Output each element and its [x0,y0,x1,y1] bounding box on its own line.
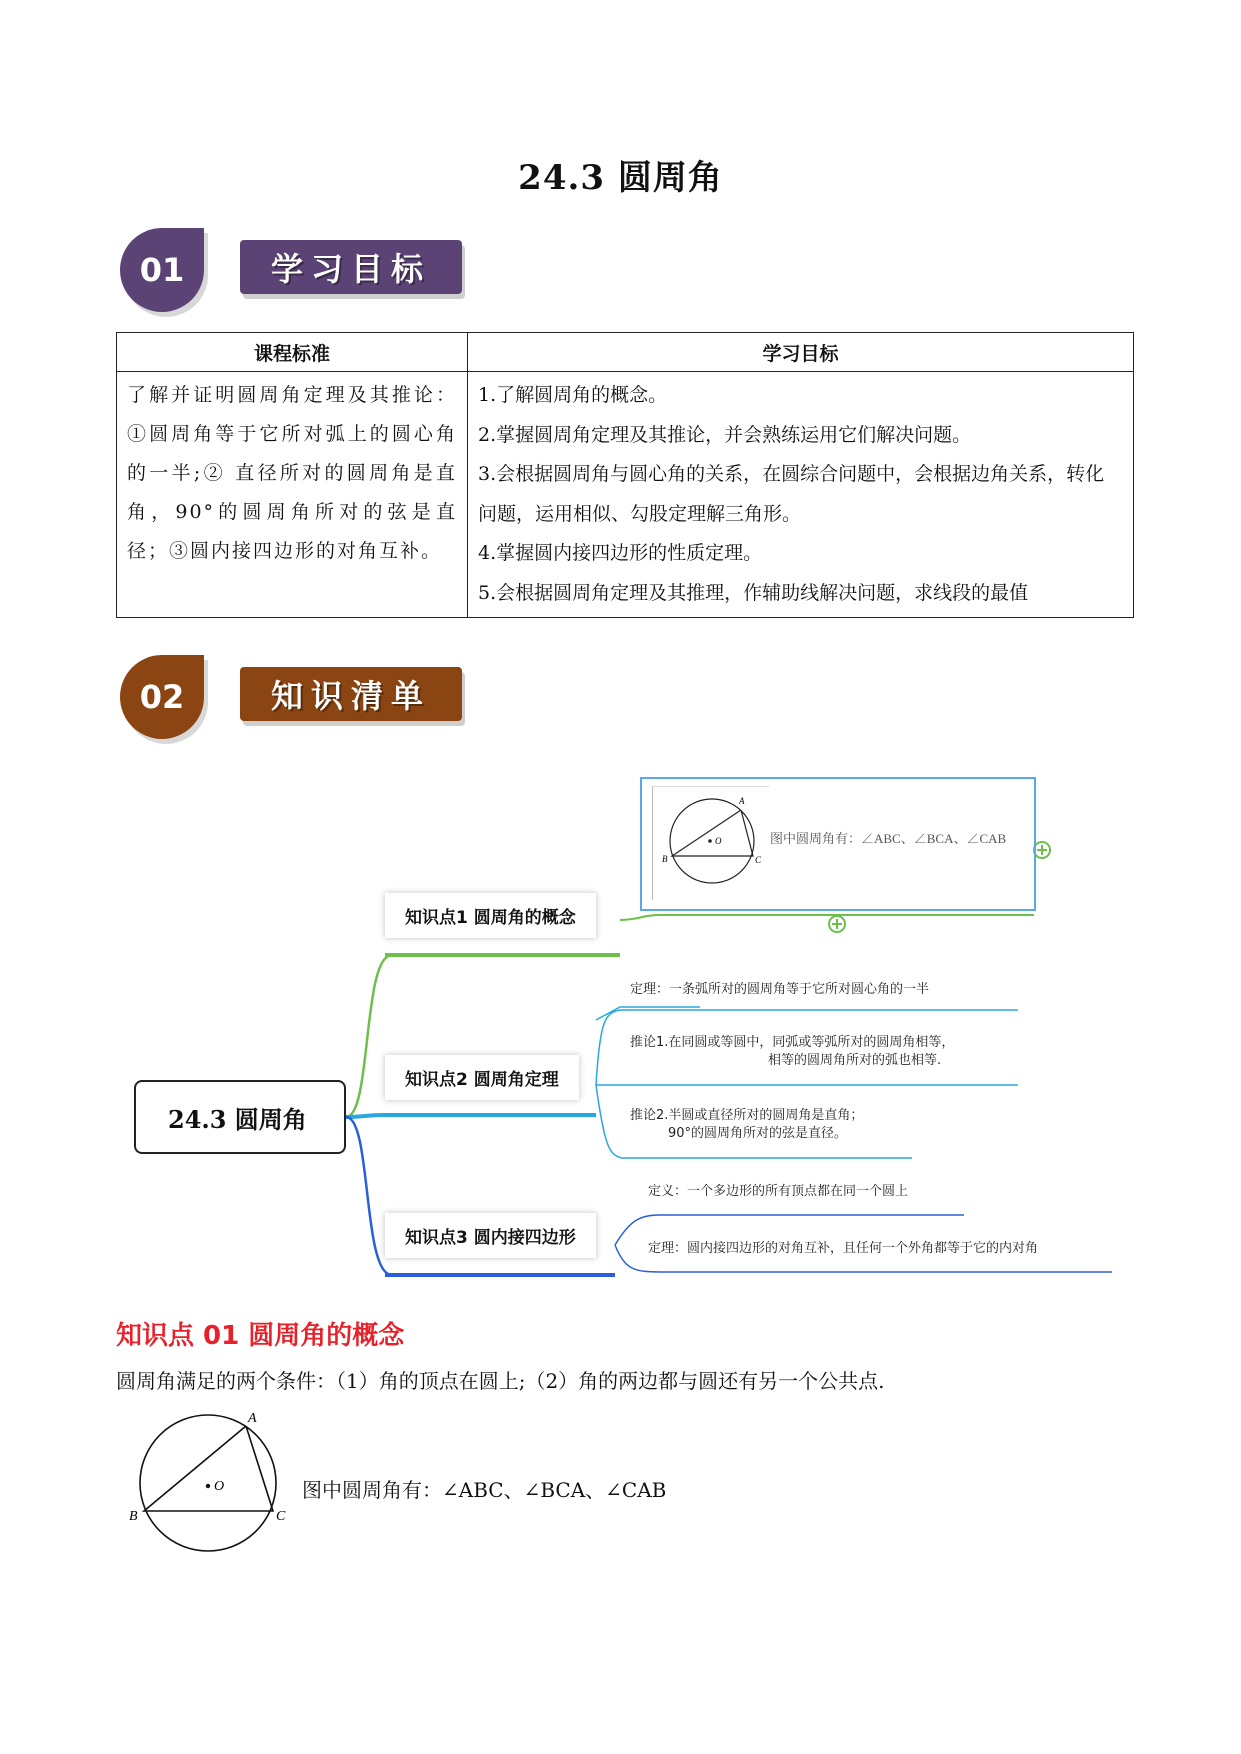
mindmap-leaf: 相等的圆周角所对的弧也相等. [768,1053,942,1068]
knowledge-point-heading: 知识点 01 圆周角的概念 [116,1321,405,1351]
mindmap-node-kp1: 知识点1 圆周角的概念 [385,893,596,938]
standard-cell: 了解并证明圆周角定理及其推论：①圆周角等于它所对弧上的圆心角的一半;② 直径所对的圆周角是直角，90°的圆周角所对的弦是直径；③圆内接四边形的对角互补。 [117,372,468,618]
expand-icon [1034,842,1050,858]
section-label: 知识清单 [240,667,462,721]
expand-icon [829,916,845,932]
point-B: B [129,1509,138,1524]
mindmap-node-kp2: 知识点2 圆周角定理 [385,1055,579,1100]
mindmap-leaf: 定义：一个多边形的所有顶点都在同一个圆上 [648,1184,909,1199]
point-C: C [276,1509,286,1524]
goal-item: 4.掌握圆内接四边形的性质定理。 [478,542,763,564]
circle-figure [125,1408,300,1558]
svg-text:C: C [755,855,762,865]
goal-item: 2.掌握圆周角定理及其推论，并会熟练运用它们解决问题。 [478,423,972,446]
mindmap-root: 24.3 圆周角 [134,1080,346,1154]
point-A: A [248,1411,257,1426]
mindmap-leaf: 推论2.半圆或直径所对的圆周角是直角； [630,1108,864,1123]
goal-item: 1.了解圆周角的概念。 [478,384,668,406]
figure-caption: 图中圆周角有：∠ABC、∠BCA、∠CAB [302,1478,667,1502]
goal-item: 3.会根据圆周角与圆心角的关系，在圆综合问题中，会根据边角关系，转化问题，运用相似、勾股定理解三角形。 [478,463,1105,525]
mindmap-leaf: 推论1.在同圆或等圆中，同弧或等弧所对的圆周角相等， [630,1035,955,1050]
svg-text:A: A [739,796,745,806]
mindmap-figure-text: 图中圆周角有：∠ABC、∠BCA、∠CAB [770,831,1007,846]
svg-text:B: B [662,854,668,864]
section-label: 学习目标 [240,240,462,294]
table-header: 课程标准 [117,333,468,372]
mindmap-node-kp3: 知识点3 圆内接四边形 [385,1213,596,1258]
goal-item: 5.会根据圆周角定理及其推理，作辅助线解决问题，求线段的最值 [478,581,1029,604]
section-number-badge: 02 [120,655,204,739]
small-circle-figure [652,786,772,902]
mindmap-leaf: 90°的圆周角所对的弦是直径。 [668,1126,848,1141]
conditions-text: 圆周角满足的两个条件：（1）角的顶点在圆上;（2）角的两边都与圆还有另一个公共点. [116,1369,885,1393]
page-title: 24.3 圆周角 [518,158,723,198]
table-header: 学习目标 [468,333,1134,372]
mindmap-leaf: 定理：一条弧所对的圆周角等于它所对圆心角的一半 [630,982,930,997]
mindmap-leaf: 定理：圆内接四边形的对角互补，且任何一个外角都等于它的内对角 [648,1241,1039,1256]
section-number-badge: 01 [120,228,204,312]
point-O: O [214,1479,225,1494]
svg-text:O: O [715,836,722,846]
